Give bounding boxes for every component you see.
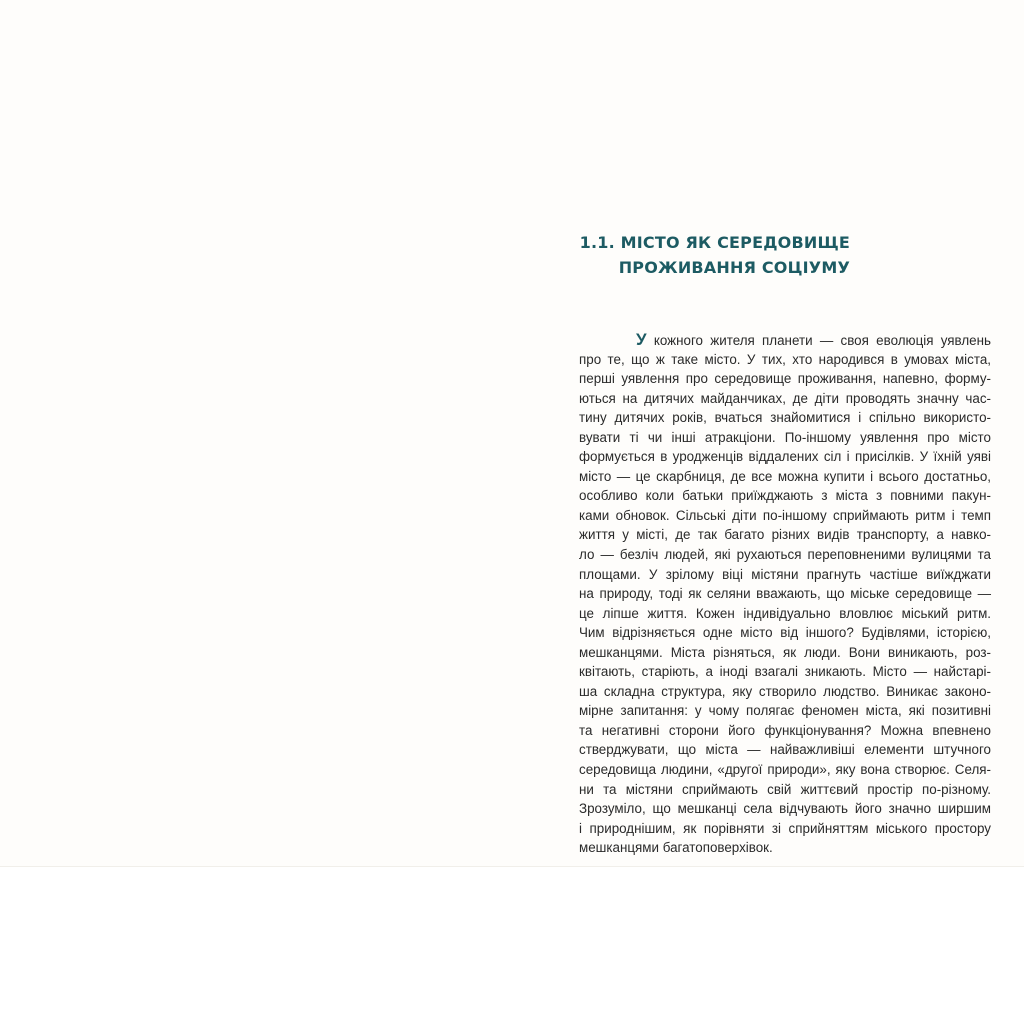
section-heading [512,230,850,280]
paragraph-line: ша складна структура, яку створило людство. Виникає законо- [579,683,991,699]
paragraph-line [579,330,991,350]
paragraph-line: і природнішим, як порівняти зі сприйняттям міського простору [579,820,991,836]
spread-bottom-edge [0,866,1024,867]
paragraph-line: та негативні сторони його функціонування? Можна впевнено [579,722,991,738]
body-paragraph [579,330,991,858]
paragraph-line: особливо коли батьки приїжджають з міста з повними пакун- [579,488,991,504]
paragraph-line: площами. У зрілому віці містяни прагнуть частіше виїжджати [579,566,991,582]
paragraph-line: Чим відрізняється одне місто від іншого? Будівлями, історією, [579,625,991,641]
left-page-blank [0,0,512,866]
right-page [512,0,1024,866]
first-line-text: кожного жителя планети — своя еволюція уявлень [646,333,991,348]
paragraph-line: ками обновок. Сільські діти по-іншому сприймають ритм і темп [579,507,991,523]
paragraph-line: стверджувати, що міста — найважливіші елементи штучного [579,742,991,758]
paragraph-last-line: мешканцями багатоповерхівок. [579,840,773,856]
paragraph-line: мірне запитання: у чому полягає феномен міста, які позитивні [579,703,991,719]
paragraph-line: це ліпше життя. Кожен індивідуально вловлює міський ритм. [579,605,991,621]
paragraph-line: вувати ті чи інші атракціони. По-іншому уявлення про місто [579,429,991,445]
paragraph-line: місто — це скарбниця, де все можна купити і всього достатньо, [579,468,991,484]
section-heading-line-1: 1.1. МІСТО ЯК СЕРЕДОВИЩЕ [579,233,850,252]
paragraph-line: на природу, тоді як селяни вважають, що міське середовище — [579,586,991,602]
initial-letter: У [636,330,647,349]
section-heading-line-2: ПРОЖИВАННЯ СОЦІУМУ [618,258,850,277]
paragraph-line: життя у місті, де так багато різних видів транспорту, а навко- [579,527,991,543]
paragraph-line: квітають, старіють, а іноді взагалі зникають. Місто — найстарі- [579,664,991,680]
paragraph-line: про те, що ж таке місто. У тих, хто народився в умовах міста, [579,351,991,367]
paragraph-line: тину дитячих років, вчаться знайомитися і спільно використо- [579,410,991,426]
paragraph-line: перші уявлення про середовище проживання, напевно, форму- [579,371,991,387]
paragraph-line: мешканцями. Міста різняться, як люди. Вони виникають, роз- [579,644,991,660]
paragraph-line: ються на дитячих майданчиках, де діти проводять значну час- [579,390,991,406]
paragraph-line: формується в уродженців віддалених сіл і присілків. У їхній уяві [579,449,991,465]
paragraph-line: середовища людини, «другої природи», яку вона створює. Селя- [579,762,991,778]
paragraph-line: Зрозуміло, що мешканці села відчувають його значно ширшим [579,801,991,817]
paragraph-line: ло — безліч людей, які рухаються переповненими вулицями та [579,547,991,563]
paragraph-line: ни та містяни сприймають свій життєвий простір по-різному. [579,781,991,797]
